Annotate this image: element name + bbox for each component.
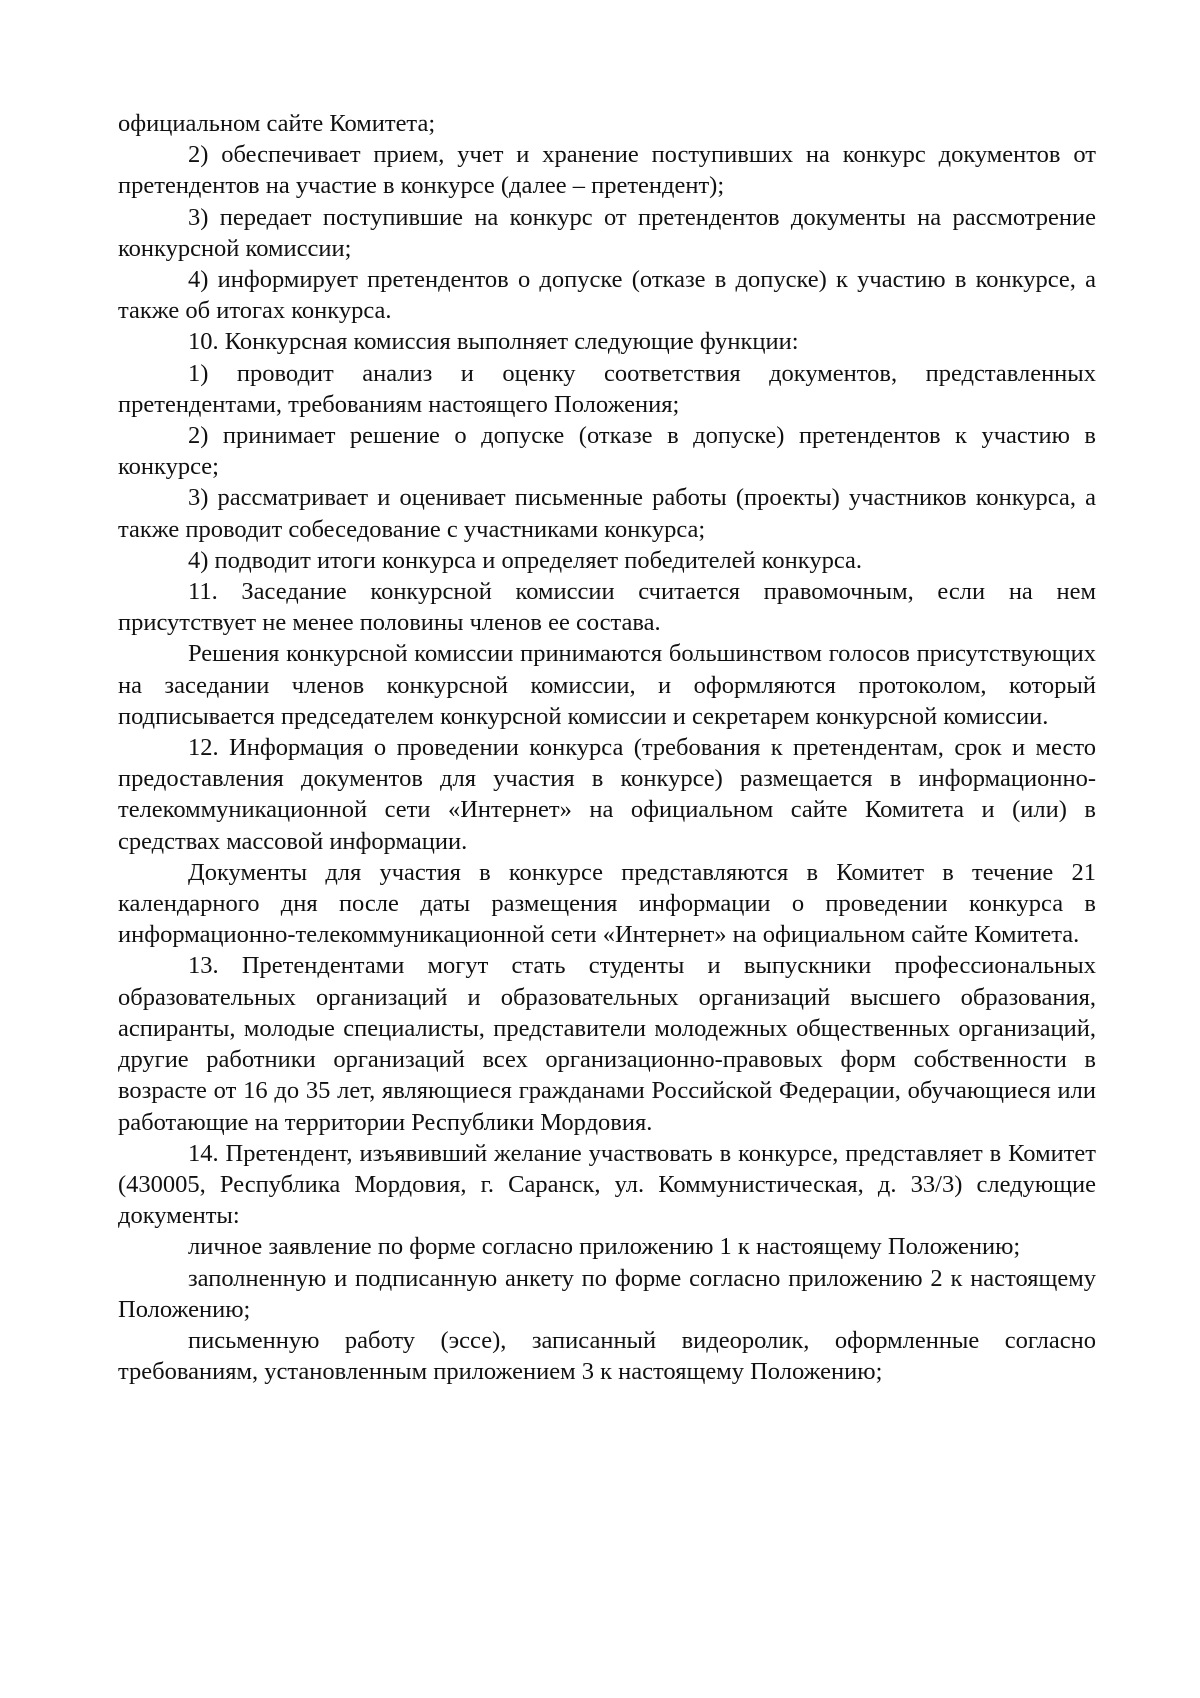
paragraph-14: 14. Претендент, изъявивший желание участвовать в конкурсе, представляет в Комитет (430005, Республика Мордовия, г. Саранск, ул. Коммунистическая, д. 33/3) следующие документы: bbox=[118, 1139, 1096, 1230]
paragraph-2: 3) передает поступившие на конкурс от претендентов документы на рассмотрение конкурсной комиссии; bbox=[118, 203, 1096, 262]
paragraph-16: заполненную и подписанную анкету по форме согласно приложению 2 к настоящему Положению; bbox=[118, 1264, 1096, 1323]
paragraph-17: письменную работу (эссе), записанный видеоролик, оформленные согласно требованиям, установленным приложением 3 к настоящему Положению; bbox=[118, 1326, 1096, 1386]
paragraph-7: 3) рассматривает и оценивает письменные работы (проекты) участников конкурса, а также проводит собеседование с участниками конкурса; bbox=[118, 484, 1096, 543]
paragraph-3: 4) информирует претендентов о допуске (отказе в допуске) к участию в конкурсе, а также об итогах конкурса. bbox=[118, 266, 1096, 325]
paragraph-6: 2) принимает решение о допуске (отказе в допуске) претендентов к участию в конкурсе; bbox=[118, 422, 1096, 481]
paragraph-5: 1) проводит анализ и оценку соответствия документов, представленных претендентами, требованиям настоящего Положения; bbox=[118, 359, 1096, 418]
paragraph-11: 12. Информация о проведении конкурса (требования к претендентам, срок и место предоставления документов для участия в конкурсе) размещается в информационно-телекоммуникационной сети «Интернет» на официальном сайте Комитета и (или) в средствах массовой информации. bbox=[118, 734, 1096, 855]
paragraph-4: 10. Конкурсная комиссия выполняет следующие функции: bbox=[188, 328, 799, 356]
paragraph-10: Решения конкурсной комиссии принимаются большинством голосов присутствующих на заседании членов конкурсной комиссии, и оформляются протоколом, который подписывается председателем конкурсной комиссии и секретарем конкурсной комиссии. bbox=[118, 640, 1096, 730]
paragraph-1: 2) обеспечивает прием, учет и хранение поступивших на конкурс документов от претендентов на участие в конкурсе (далее – претендент); bbox=[118, 141, 1096, 200]
paragraph-13: 13. Претендентами могут стать студенты и выпускники профессиональных образовательных организаций и образовательных организаций высшего образования, аспиранты, молодые специалисты, представители молодежных общественных организаций, другие работники организаций всех организационно-правовых форм собственности в возрасте от 16 до 35 лет, являющиеся гражданами Российской Федерации, обучающиеся или работающие на территории Республики Мордовия. bbox=[118, 952, 1096, 1136]
document-page bbox=[118, 108, 1096, 1387]
paragraph-8: 4) подводит итоги конкурса и определяет победителей конкурса. bbox=[188, 546, 863, 574]
paragraph-0: официальном сайте Комитета; bbox=[118, 110, 436, 137]
paragraph-9: 11. Заседание конкурсной комиссии считается правомочным, если на нем присутствует не менее половины членов ее состава. bbox=[118, 578, 1096, 637]
paragraph-12: Документы для участия в конкурсе представляются в Комитет в течение 21 календарного дня после даты размещения информации о проведении конкурса в информационно-телекоммуникационной сети «Интернет» на официальном сайте Комитета. bbox=[118, 858, 1096, 949]
paragraph-15: личное заявление по форме согласно приложению 1 к настоящему Положению; bbox=[188, 1233, 1021, 1261]
